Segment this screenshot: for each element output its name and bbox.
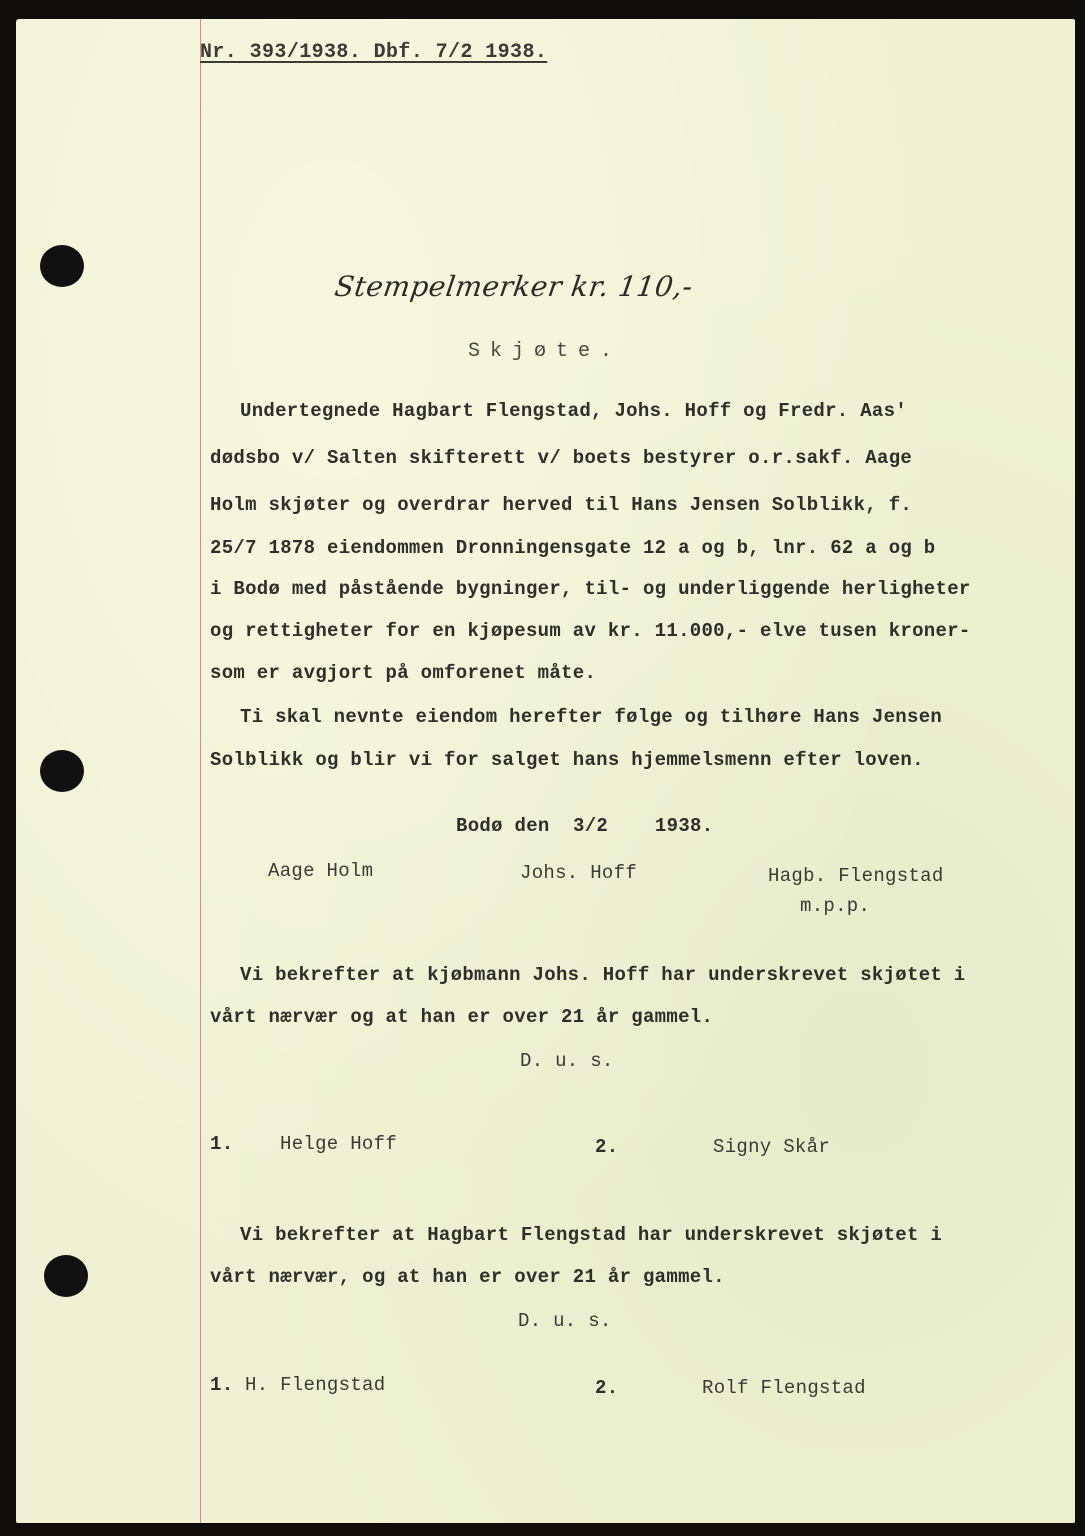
witness-name: Signy Skår bbox=[713, 1136, 831, 1158]
attestation-line: Vi bekrefter at Hagbart Flengstad har underskrevet skjøtet i bbox=[240, 1224, 943, 1246]
body-line: som er avgjort på omforenet måte. bbox=[210, 662, 597, 684]
document-title: Skjøte. bbox=[468, 340, 623, 363]
punch-hole-icon bbox=[44, 1255, 88, 1297]
dus-label: D. u. s. bbox=[520, 1050, 614, 1072]
body-line: Undertegnede Hagbart Flengstad, Johs. Hoff og Fredr. Aas' bbox=[240, 400, 908, 422]
body-line: Solblikk og blir vi for salget hans hjemmelsmenn efter loven. bbox=[210, 749, 924, 771]
witness-name: Rolf Flengstad bbox=[702, 1377, 866, 1399]
attestation-line: Vi bekrefter at kjøbmann Johs. Hoff har underskrevet skjøtet i bbox=[240, 964, 966, 986]
attestation-line: vårt nærvær, og at han er over 21 år gammel. bbox=[210, 1266, 725, 1288]
punch-hole-icon bbox=[40, 245, 84, 287]
witness-number: 2. bbox=[595, 1377, 619, 1399]
witness-number: 1. bbox=[210, 1374, 234, 1396]
witness-name: Helge Hoff bbox=[280, 1133, 398, 1155]
signature-aage-holm: Aage Holm bbox=[268, 860, 374, 882]
body-line: Ti skal nevnte eiendom herefter følge og tilhøre Hans Jensen bbox=[240, 706, 943, 728]
punch-hole-icon bbox=[40, 750, 84, 792]
signature-note: m.p.p. bbox=[800, 895, 871, 917]
body-line: Holm skjøter og overdrar herved til Hans Jensen Solblikk, f. bbox=[210, 494, 913, 516]
signature-hagb-flengstad: Hagb. Flengstad bbox=[768, 865, 944, 887]
witness-number: 2. bbox=[595, 1136, 619, 1158]
document-page bbox=[16, 19, 1075, 1523]
body-line: i Bodø med påstående bygninger, til- og underliggende herligheter bbox=[210, 578, 971, 600]
document-header: Nr. 393/1938. Dbf. 7/2 1938. bbox=[200, 41, 548, 64]
signature-johs-hoff: Johs. Hoff bbox=[520, 862, 638, 884]
body-line: 25/7 1878 eiendommen Dronningensgate 12 a og b, lnr. 62 a og b bbox=[210, 537, 936, 559]
body-line: og rettigheter for en kjøpesum av kr. 11.000,- elve tusen kroner- bbox=[210, 620, 971, 642]
witness-name: H. Flengstad bbox=[245, 1374, 386, 1396]
dus-label: D. u. s. bbox=[518, 1310, 612, 1332]
place-date: Bodø den 3/2 1938. bbox=[456, 815, 714, 837]
attestation-line: vårt nærvær og at han er over 21 år gammel. bbox=[210, 1006, 714, 1028]
margin-line bbox=[200, 19, 201, 1523]
body-line: dødsbo v/ Salten skifterett v/ boets bestyrer o.r.sakf. Aage bbox=[210, 447, 913, 469]
witness-number: 1. bbox=[210, 1133, 234, 1155]
stamp-note-handwritten: Stempelmerker kr. 110,- bbox=[332, 270, 696, 303]
